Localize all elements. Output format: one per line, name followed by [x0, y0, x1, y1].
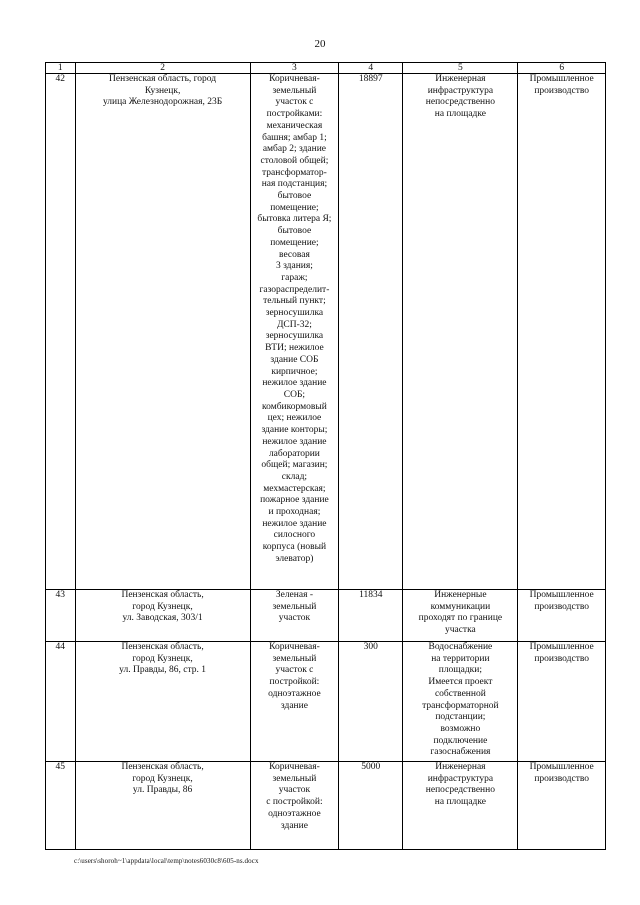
infrastructure-cell [403, 74, 518, 590]
infrastructure-line: Имеется проект [428, 677, 493, 688]
table-row [46, 762, 606, 850]
plot-type-cell [250, 74, 339, 590]
plot-type-line: трансформатор- [262, 167, 327, 178]
infrastructure-line: возможно [440, 723, 481, 734]
row-number-cell: 42 [46, 74, 76, 590]
plot-type-line: зерносушилка [265, 308, 324, 319]
plot-type-line: тельный пункт; [263, 296, 326, 307]
plot-type-line: 3 здания; [275, 261, 313, 272]
infrastructure-line: на площадке [434, 797, 486, 808]
plot-type-line: нежилое здание [262, 518, 327, 529]
plot-type-line: бытовое [277, 191, 312, 202]
purpose-line: производство [534, 773, 590, 784]
plot-type-line: участок с [275, 665, 314, 676]
plot-type-cell [250, 590, 339, 642]
plot-type-line: цех; нежилое [267, 413, 322, 424]
table-row [46, 642, 606, 762]
plot-type-line: ная подстанция; [261, 179, 328, 190]
plot-type-line: элеватор) [275, 553, 314, 564]
plot-type-line: здание [280, 700, 308, 711]
table-header-row [46, 63, 606, 74]
area-cell: 300 [339, 642, 403, 762]
plot-type-line: одноэтажное [268, 688, 321, 699]
infrastructure-line: участка [444, 625, 476, 636]
plot-type-line: лаборатории [268, 448, 320, 459]
infrastructure-line: трансформаторной [422, 700, 499, 711]
address-line: улица Железнодорожная, 23Б [102, 97, 223, 108]
plot-type-line: помещение; [270, 237, 319, 248]
purpose-line: Промышленное [529, 762, 594, 772]
plot-type-line: здание конторы; [261, 425, 328, 436]
plot-type-line: нежилое здание [262, 436, 327, 447]
address-line: Пензенская область, город [109, 74, 217, 84]
infrastructure-line: подключение [433, 735, 488, 746]
plot-type-line: Коричневая- [269, 642, 320, 652]
plot-type-line: общей; магазин; [261, 460, 328, 471]
address-line: город Кузнецк, [132, 773, 193, 784]
infrastructure-cell [403, 642, 518, 762]
infrastructure-line: на территории [431, 653, 490, 664]
purpose-line: Промышленное [529, 74, 594, 84]
table-row [46, 590, 606, 642]
plot-type-line: Коричневая- [269, 762, 320, 772]
plot-type-line: земельный [272, 773, 317, 784]
plot-type-line: бытовка литера Я; [257, 214, 332, 225]
address-line: Пензенская область, [121, 590, 204, 600]
plot-type-line: с постройкой: [266, 797, 323, 808]
plot-type-line: здание [280, 820, 308, 831]
plot-type-line: Зеленая - [275, 590, 313, 600]
plot-type-line: газораспределит- [259, 284, 330, 295]
address-cell [75, 74, 250, 590]
infrastructure-line: подстанции; [435, 712, 486, 723]
plot-type-line: силосного [273, 530, 316, 541]
plot-type-line: Коричневая- [269, 74, 320, 84]
row-number-cell: 44 [46, 642, 76, 762]
plot-type-line: бытовое [277, 226, 312, 237]
plot-type-line: участок с [275, 97, 314, 108]
plot-type-line: одноэтажное [268, 808, 321, 819]
plot-type-line: комбикормовый [262, 401, 327, 412]
infrastructure-line: на площадке [434, 109, 486, 120]
purpose-line: Промышленное [529, 590, 594, 600]
plot-type-cell [250, 642, 339, 762]
infrastructure-cell [403, 590, 518, 642]
infrastructure-line: газоснабжения [430, 747, 491, 758]
infrastructure-line: собственной [434, 688, 486, 699]
plot-type-line: пожарное здание [260, 495, 329, 506]
column-number-1: 1 [46, 63, 76, 74]
purpose-cell [518, 642, 606, 762]
land-plots-table [45, 62, 606, 850]
column-number-4: 4 [339, 63, 403, 74]
row-number-cell: 45 [46, 762, 76, 850]
file-path-footer: c:\users\shoroh~1\appdata\local\temp\notes6030c8\605-ns.docx [74, 857, 259, 865]
purpose-cell [518, 590, 606, 642]
plot-type-line: постройками: [266, 109, 323, 120]
address-line: ул. Правды, 86 [132, 785, 193, 796]
purpose-cell [518, 762, 606, 850]
infrastructure-line: Инженерные [434, 590, 487, 600]
infrastructure-line: инфраструктура [427, 773, 494, 784]
plot-type-line: корпуса (новый [262, 542, 327, 553]
purpose-line: Промышленное [529, 642, 594, 652]
purpose-line: производство [534, 85, 590, 96]
plot-type-line: кирпичное; [271, 366, 318, 377]
address-line: Пензенская область, [121, 762, 204, 772]
plot-type-line: земельный [272, 85, 317, 96]
plot-type-line: ДСП-32; [276, 319, 312, 330]
plot-type-line: земельный [272, 601, 317, 612]
plot-type-line: зерносушилка [265, 331, 324, 342]
infrastructure-line: непосредственно [425, 97, 495, 108]
plot-type-line: нежилое здание [262, 378, 327, 389]
column-number-2: 2 [75, 63, 250, 74]
infrastructure-line: непосредственно [425, 785, 495, 796]
purpose-line: производство [534, 601, 590, 612]
infrastructure-line: Инженерная [435, 74, 486, 84]
plot-type-line: склад; [281, 471, 308, 482]
plot-type-line: земельный [272, 653, 317, 664]
page-number: 20 [314, 38, 326, 50]
plot-type-line: механическая [266, 120, 323, 131]
address-cell [75, 590, 250, 642]
plot-type-line: и проходная; [268, 507, 321, 518]
column-number-5: 5 [403, 63, 518, 74]
plot-type-line: столовой общей; [260, 155, 329, 166]
plot-type-line: башня; амбар 1; [262, 132, 327, 143]
address-line: ул. Заводская, 303/1 [122, 613, 203, 624]
address-cell [75, 642, 250, 762]
address-line: Пензенская область, [121, 642, 204, 652]
area-cell: 5000 [339, 762, 403, 850]
address-line: ул. Правды, 86, стр. 1 [119, 665, 206, 676]
infrastructure-line: проходят по границе [418, 613, 503, 624]
plot-type-line: ВТИ; нежилое [265, 343, 324, 354]
infrastructure-line: Водоснабжение [428, 642, 493, 652]
area-cell: 11834 [339, 590, 403, 642]
column-number-6: 6 [518, 63, 606, 74]
infrastructure-cell [403, 762, 518, 850]
column-number-3: 3 [250, 63, 339, 74]
purpose-line: производство [534, 653, 590, 664]
area-cell: 18897 [339, 74, 403, 590]
plot-type-line: постройкой: [269, 677, 320, 688]
plot-type-line: гараж; [281, 272, 308, 283]
infrastructure-line: коммуникации [430, 601, 491, 612]
plot-type-line: участок [278, 785, 311, 796]
plot-type-line: СОБ; [283, 389, 306, 400]
plot-type-line: помещение; [270, 202, 319, 213]
address-line: город Кузнецк, [132, 601, 193, 612]
plot-type-line: весовая [279, 249, 310, 260]
plot-type-line: амбар 2; здание [262, 144, 327, 155]
plot-type-line: участок [278, 613, 311, 624]
purpose-cell [518, 74, 606, 590]
address-line: Кузнецк, [144, 85, 181, 96]
address-line: город Кузнецк, [132, 653, 193, 664]
infrastructure-line: площадки; [438, 665, 483, 676]
plot-type-line: здание СОБ [270, 354, 319, 365]
plot-type-cell [250, 762, 339, 850]
infrastructure-line: инфраструктура [427, 85, 494, 96]
address-cell [75, 762, 250, 850]
row-number-cell: 43 [46, 590, 76, 642]
plot-type-line: мехмастерская; [263, 483, 326, 494]
infrastructure-line: Инженерная [435, 762, 486, 772]
table-row [46, 74, 606, 590]
